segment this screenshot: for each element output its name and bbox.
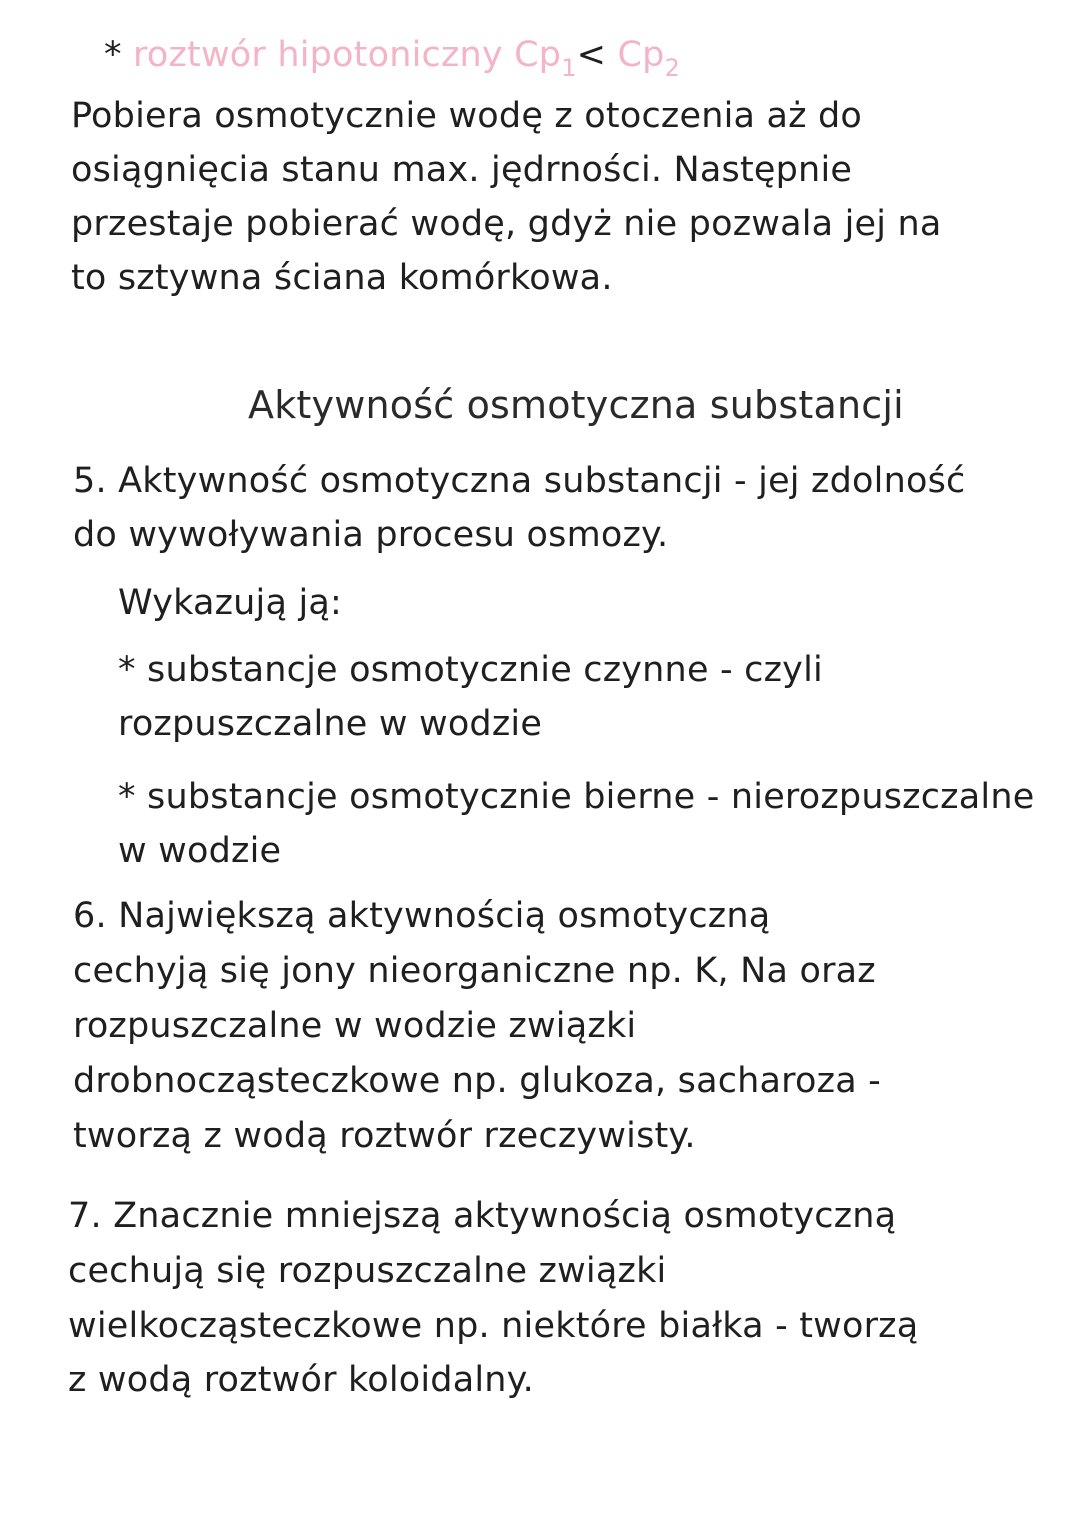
paragraph-1-line-4: to sztywna ściana komórkowa. (71, 258, 613, 298)
bullet-bierne-line-1: * substancje osmotycznie bierne - nierozpuszczalne (118, 777, 1035, 817)
paragraph-1-line-3: przestaje pobierać wodę, gdyż nie pozwala jej na (71, 204, 942, 244)
hipotoniczny-bullet (104, 35, 681, 82)
point-7-line-3: wielkocząsteczkowe np. niektóre białka - tworzą (68, 1306, 919, 1346)
point-6-line-4: drobnocząsteczkowe np. glukoza, sacharoza - (73, 1061, 881, 1101)
bullet-bierne-line-2: w wodzie (118, 831, 282, 871)
point-7-line-2: cechują się rozpuszczalne związki (68, 1251, 667, 1291)
paragraph-1-line-1: Pobiera osmotycznie wodę z otoczenia aż do (71, 96, 863, 136)
point-6-line-1: 6. Największą aktywnością osmotyczną (73, 896, 771, 936)
point-7-line-1: 7. Znacznie mniejszą aktywnością osmotyczną (68, 1196, 897, 1236)
point-6-line-5: tworzą z wodą roztwór rzeczywisty. (73, 1116, 696, 1156)
point-7-line-4: z wodą roztwór koloidalny. (68, 1360, 534, 1400)
point-5-line-2: do wywoływania procesu osmozy. (73, 515, 669, 555)
bullet-star: * (104, 35, 122, 75)
less-than-sign: < (576, 35, 607, 75)
section-title: Aktywność osmotyczna substancji (248, 383, 904, 427)
cp2-label: Cp (617, 35, 665, 75)
wykazuja-label: Wykazują ją: (118, 583, 343, 623)
cp1-subscript: 1 (561, 54, 577, 82)
cp2-subscript: 2 (664, 54, 681, 82)
hipotoniczny-label: roztwór hipotoniczny Cp (133, 35, 562, 75)
point-5-line-1: 5. Aktywność osmotyczna substancji - jej zdolność (73, 461, 966, 501)
bullet-czynne-line-2: rozpuszczalne w wodzie (118, 704, 543, 744)
bullet-czynne-line-1: * substancje osmotycznie czynne - czyli (118, 650, 823, 690)
point-6-line-2: cechyją się jony nieorganiczne np. K, Na oraz (73, 951, 876, 991)
paragraph-1-line-2: osiągnięcia stanu max. jędrności. Następnie (71, 150, 853, 190)
point-6-line-3: rozpuszczalne w wodzie związki (73, 1006, 637, 1046)
